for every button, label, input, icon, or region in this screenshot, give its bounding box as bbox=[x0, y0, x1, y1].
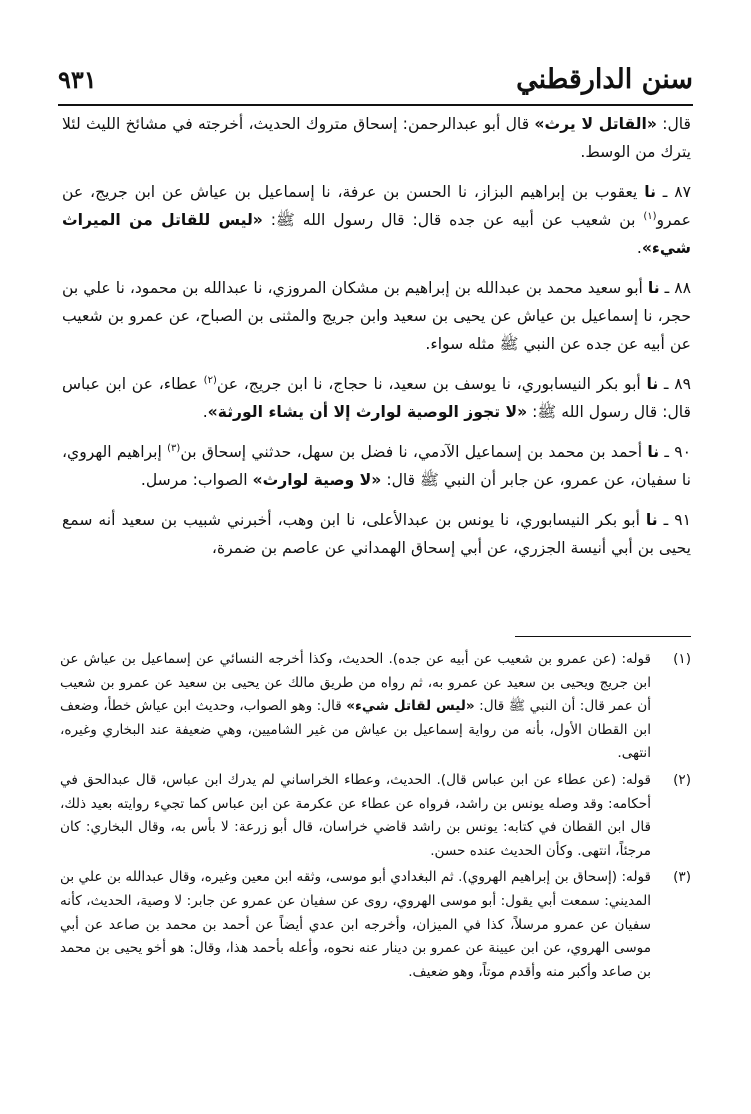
footnote-number: (٢) bbox=[673, 771, 691, 788]
footnote-separator bbox=[515, 636, 691, 637]
footnote-3: (٣) قوله: (إسحاق بن إبراهيم الهروي). ثم البغدادي أبو موسى، وثقه ابن معين وغيره، وقال عبدالله بن علي بن المديني: سمعت أبي يقول: أبو موسى الهروي، روى عن سفيان عن عمرو عن جابر: لا وصية، الحديث، كأنه سفيان عن عمرو مرسلاً، كذا في الميزان، وأخرجه ابن عدي أيضاً عن أحمد بن محمد بن صاعد عن أبي موسى الهروي، عن ابن عيينة عن عمرو بن دينار عنه نحوه، وأعله بأحمد هذا، وقال: هو أخو يحيى بن محمد بن صاعد وأكبر منه وأقدم موتاً، وهو ضعيف. bbox=[60, 866, 691, 984]
page-number: ٩٣١ bbox=[58, 65, 97, 94]
paragraph-1: قال: «القاتل لا يرث» قال أبو عبدالرحمن: إسحاق متروك الحديث، أخرجته في مشائخ الليث لئلا يترك من الوسط. bbox=[62, 115, 691, 161]
hadith-90: ٩٠ ـ نا أحمد بن محمد بن إسماعيل الآدمي، نا فضل بن سهل، حدثني إسحاق بن$^{(٣)}$ إبراهيم الهروي، نا سفيان، عن عمرو، عن جابر أن النبي ﷺ قال: «لا وصية لوارث» الصواب: مرسل. bbox=[62, 442, 691, 489]
footnote-ref-3[interactable]: (٣) bbox=[167, 442, 181, 454]
hadith-91: ٩١ ـ نا أبو بكر النيسابوري، نا يونس بن عبدالأعلى، نا ابن وهب، أخبرني شبيب بن سعيد أنه سمع يحيى بن أبي أنيسة الجزري، عن أبي إسحاق الهمداني عن عاصم بن ضمرة، bbox=[62, 511, 692, 557]
page-header bbox=[58, 60, 693, 100]
main-text bbox=[62, 110, 691, 574]
footnote-2: (٢) قوله: (عن عطاء عن ابن عباس قال). الحديث، وعطاء الخراساني لم يدرك ابن عباس، قال عبدالحق في أحكامه: وقد وصله يونس بن راشد، فرواه عن عطاء عن عكرمة عن ابن عباس كما تجيء روايته بعيد ذلك، قال ابن القطان في كتابه: يونس بن راشد قاضي خراسان، قال أبو زرعة: لا بأس به، وقال البخاري: كان مرجئاً، انتهى. وكأن الحديث عنده حسن. bbox=[60, 769, 691, 863]
header-rule bbox=[58, 104, 693, 106]
hadith-88: ٨٨ ـ نا أبو سعيد محمد بن عبدالله بن إبراهيم بن مشكان المروزي، نا عبدالله بن محمود، نا علي بن حجر، نا إسماعيل بن عياش عن يحيى بن سعيد وابن جريج والمثنى بن الصباح، عن عمرو بن شعيب عن أبيه عن جده عن النبي ﷺ مثله سواء. bbox=[62, 279, 691, 353]
hadith-87: ٨٧ ـ نا يعقوب بن إبراهيم البزاز، نا الحسن بن عرفة، نا إسماعيل بن عياش عن ابن جريج، عن عمرو$^{(١)}$ بن شعيب عن أبيه عن جده قال: قال رسول الله ﷺ: «ليس للقاتل من الميراث شيء». bbox=[62, 183, 691, 257]
footnote-1: (١) قوله: (عن عمرو بن شعيب عن أبيه عن جده). الحديث، وكذا أخرجه النسائي عن إسماعيل بن عياش عن ابن جريج ويحيى بن سعيد عن عمرو به، ثم رواه من طريق مالك عن يحيى بن سعيد عن عمرو بن شعيب أن عمر قال: أن النبي ﷺ قال: «ليس لقاتل شيء» قال: وهو الصواب، وحديث ابن عياش خطأ، وضعف ابن القطان الأول، بأنه من رواية إسماعيل بن عياش من غير الشاميين، وهي ضعيفة عند البخاري وغيره، انتهى. bbox=[60, 648, 691, 766]
footnote-ref-2[interactable]: (٢) bbox=[203, 374, 217, 386]
footnote-number: (١) bbox=[673, 651, 691, 667]
footnote-ref-1[interactable]: (١) bbox=[643, 210, 657, 222]
footnotes bbox=[60, 648, 691, 987]
book-title: سنن الدارقطني bbox=[516, 64, 693, 95]
hadith-89: ٨٩ ـ نا أبو بكر النيسابوري، نا يوسف بن سعيد، نا حجاج، نا ابن جريج، عن$^{(٢)}$ عطاء، عن ابن عباس قال: قال رسول الله ﷺ: «لا تجوز الوصية لوارث إلا أن يشاء الورثة». bbox=[62, 374, 691, 421]
footnote-number: (٣) bbox=[673, 869, 691, 886]
